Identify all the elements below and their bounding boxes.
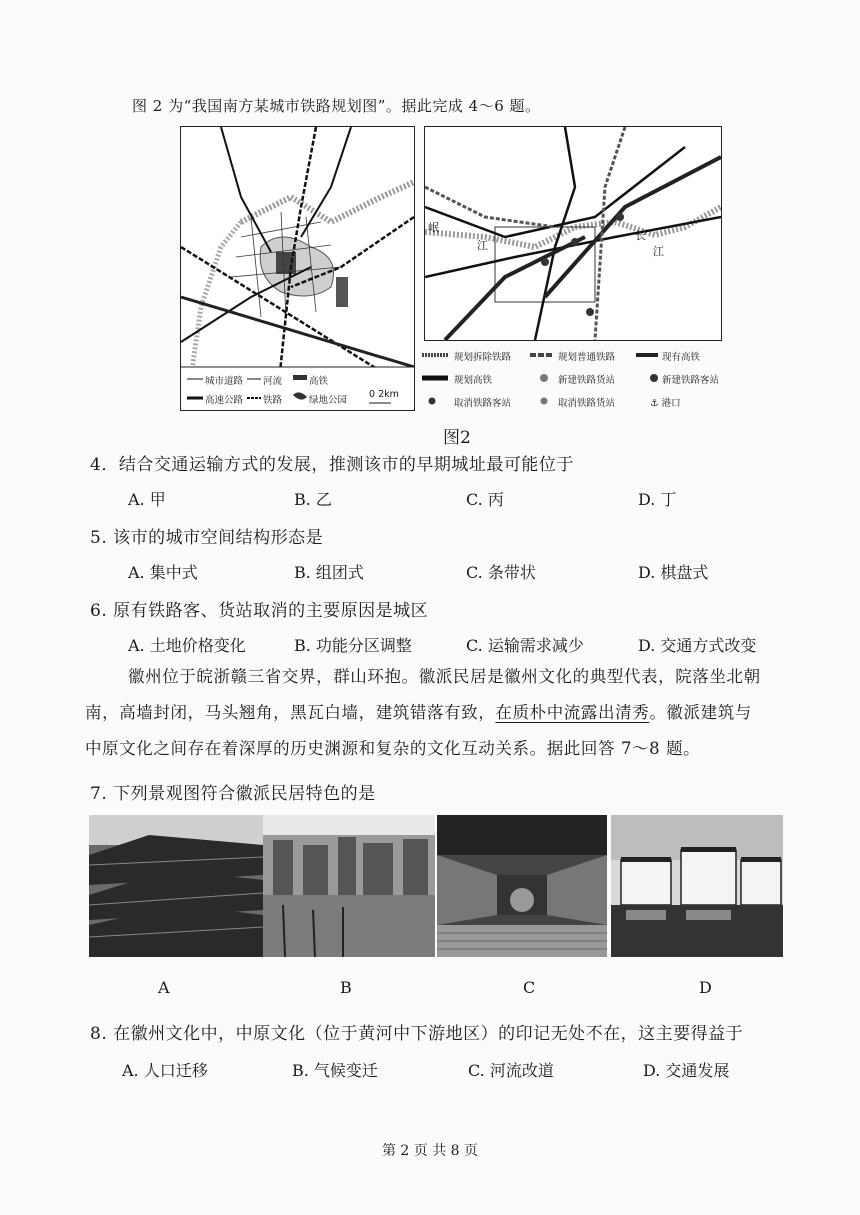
legend-new-passenger-station: 新建铁路客站 bbox=[662, 375, 720, 386]
question-8-option-c: C. 河流改道 bbox=[468, 1061, 554, 1080]
legend-railway: 铁路 bbox=[263, 395, 283, 406]
passage-line-2-start: 南，高墙封闭，马头翘角，黑瓦白墙，建筑错落有致， bbox=[85, 703, 496, 722]
legend-expressway: 高速公路 bbox=[205, 395, 244, 406]
legend-cancel-freight-station: 取消铁路货站 bbox=[558, 398, 616, 409]
question-4-option-d: D. 丁 bbox=[638, 490, 677, 509]
question-5-option-a: A. 集中式 bbox=[128, 563, 198, 582]
right-map-drawing bbox=[425, 127, 721, 340]
passage-line-2-end: 。徽派建筑与 bbox=[649, 703, 752, 722]
figure-caption: 图2 bbox=[443, 428, 471, 448]
question-6-stem: 6. 原有铁路客、货站取消的主要原因是城区 bbox=[90, 601, 429, 621]
right-railway-map bbox=[424, 126, 722, 341]
passage-line-1: 徽州位于皖浙赣三省交界，群山环抱。徽派民居是徽州文化的典型代表，院落坐北朝 bbox=[128, 667, 761, 686]
left-city-map bbox=[180, 126, 415, 411]
right-map-legend bbox=[418, 345, 738, 415]
scale-bar-label: 0 2km bbox=[369, 389, 399, 400]
legend-cancel-passenger-station: 取消铁路客站 bbox=[454, 398, 512, 409]
page-footer: 第 2 页 共 8 页 bbox=[381, 1143, 479, 1159]
question-5-option-c: C. 条带状 bbox=[466, 563, 536, 582]
legend-planned-hsr: 规划高铁 bbox=[454, 375, 493, 386]
figure-intro: 图 2 为“我国南方某城市铁路规划图”。据此完成 4～6 题。 bbox=[132, 97, 541, 115]
question-6-option-d: D. 交通方式改变 bbox=[638, 636, 757, 655]
legend-river: 河流 bbox=[263, 376, 283, 387]
legend-planned-normal-rail: 规划普通铁路 bbox=[558, 352, 616, 363]
question-4-option-c: C. 丙 bbox=[466, 490, 504, 509]
question-4-option-a: A. 甲 bbox=[128, 490, 166, 509]
left-map-drawing bbox=[181, 127, 414, 410]
photo-label-d: D bbox=[699, 978, 712, 997]
legend-port bbox=[650, 395, 681, 409]
photo-b-canal-city bbox=[263, 815, 435, 957]
photo-c-courtyard bbox=[437, 815, 607, 957]
label-min-river: 岷 bbox=[428, 221, 439, 234]
label-chang-river: 长 bbox=[635, 229, 646, 242]
question-7-stem: 7. 下列景观图符合徽派民居特色的是 bbox=[90, 784, 376, 804]
legend-port-label: 港口 bbox=[661, 398, 681, 409]
passage-line-2 bbox=[85, 699, 752, 723]
photo-a-dark-roofs bbox=[89, 815, 263, 957]
question-5-option-b: B. 组团式 bbox=[294, 563, 364, 582]
question-8-stem: 8. 在徽州文化中，中原文化（位于黄河中下游地区）的印记无处不在，这主要得益于 bbox=[90, 1024, 744, 1044]
label-jiang-2: 江 bbox=[653, 245, 664, 258]
legend-new-freight-station: 新建铁路货站 bbox=[558, 375, 616, 386]
passage-line-3: 中原文化之间存在着深厚的历史渊源和复杂的文化互动关系。据此回答 7～8 题。 bbox=[85, 739, 701, 758]
photo-label-c: C bbox=[523, 978, 536, 997]
question-8-option-a: A. 人口迁移 bbox=[122, 1061, 208, 1080]
question-6-option-b: B. 功能分区调整 bbox=[294, 636, 412, 655]
photo-label-a: A bbox=[158, 978, 170, 997]
legend-green-park: 绿地公园 bbox=[309, 395, 348, 406]
anchor-icon: ⚓ bbox=[650, 398, 659, 409]
legend-planned-demolish: 规划拆除铁路 bbox=[454, 352, 512, 363]
passage-underlined-phrase: 在质朴中流露出清秀 bbox=[495, 703, 650, 722]
photo-label-b: B bbox=[340, 978, 352, 997]
label-jiang-1: 江 bbox=[477, 239, 488, 252]
question-8-option-d: D. 交通发展 bbox=[643, 1061, 730, 1080]
photo-d-white-walls bbox=[611, 815, 783, 957]
question-8-option-b: B. 气候变迁 bbox=[292, 1061, 378, 1080]
question-6-option-a: A. 土地价格变化 bbox=[128, 636, 246, 655]
question-4-stem: 4．结合交通运输方式的发展，推测该市的早期城址最可能位于 bbox=[90, 455, 574, 475]
question-5-stem: 5. 该市的城市空间结构形态是 bbox=[90, 528, 324, 548]
legend-existing-hsr: 现有高铁 bbox=[662, 352, 701, 363]
question-5-option-d: D. 棋盘式 bbox=[638, 563, 709, 582]
question-4-option-b: B. 乙 bbox=[294, 490, 332, 509]
legend-high-speed-rail: 高铁 bbox=[309, 376, 329, 387]
legend-urban-road: 城市道路 bbox=[205, 376, 244, 387]
question-6-option-c: C. 运输需求减少 bbox=[466, 636, 584, 655]
